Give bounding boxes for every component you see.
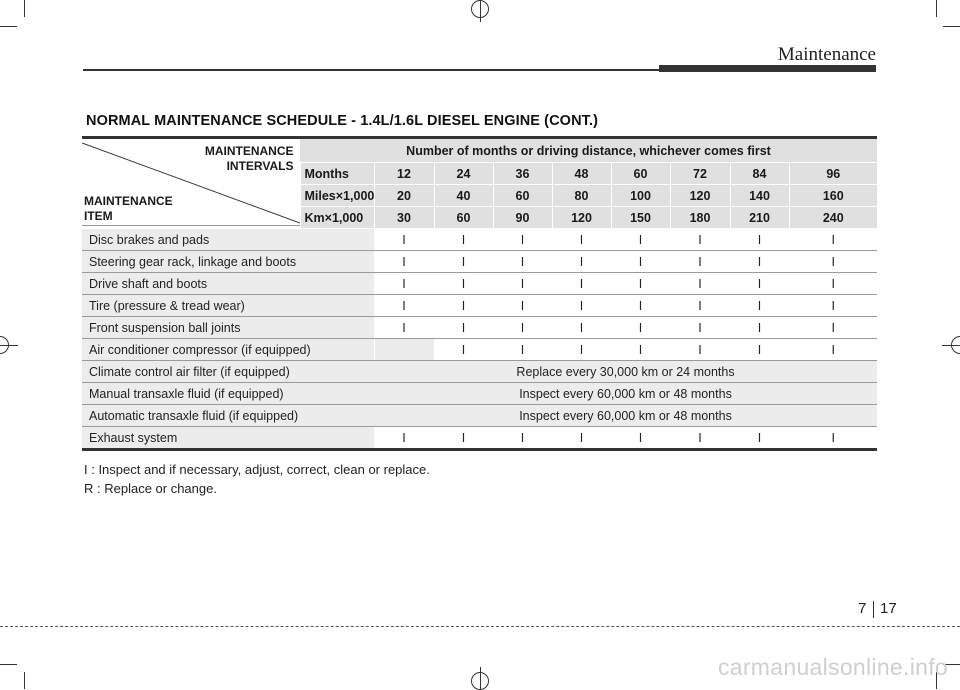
schedule-row bbox=[82, 251, 877, 273]
item-value: I bbox=[789, 229, 877, 251]
header-bar bbox=[659, 65, 876, 72]
item-name: Automatic transaxle fluid (if equipped) bbox=[82, 405, 374, 427]
item-value: I bbox=[434, 251, 493, 273]
footer-divider bbox=[873, 601, 874, 618]
item-value: I bbox=[434, 339, 493, 361]
item-name: Drive shaft and boots bbox=[82, 273, 374, 295]
interval-value: 150 bbox=[611, 207, 670, 229]
item-value: I bbox=[611, 317, 670, 339]
item-value: I bbox=[374, 251, 434, 273]
item-value: I bbox=[552, 273, 611, 295]
maintenance-schedule-table bbox=[82, 136, 877, 451]
interval-value: 84 bbox=[730, 163, 789, 185]
registration-mark-left bbox=[0, 345, 18, 346]
item-value: I bbox=[493, 427, 552, 450]
legend-inspect: I : Inspect and if necessary, adjust, correct, clean or replace. bbox=[84, 462, 430, 477]
page-number: 17 bbox=[880, 600, 897, 617]
item-name: Disc brakes and pads bbox=[82, 229, 374, 251]
interval-value: 100 bbox=[611, 185, 670, 207]
item-value: I bbox=[611, 427, 670, 450]
item-value: I bbox=[493, 317, 552, 339]
item-value: I bbox=[730, 229, 789, 251]
section-title: Maintenance bbox=[777, 44, 876, 65]
item-note: Replace every 30,000 km or 24 months bbox=[374, 361, 877, 383]
interval-value: 24 bbox=[434, 163, 493, 185]
item-value: I bbox=[670, 251, 730, 273]
interval-row-label: Months bbox=[300, 163, 374, 185]
crop-mark bbox=[936, 0, 937, 17]
interval-value: 210 bbox=[730, 207, 789, 229]
item-value: I bbox=[730, 251, 789, 273]
item-value: I bbox=[434, 317, 493, 339]
item-value: I bbox=[434, 273, 493, 295]
registration-mark-right bbox=[942, 345, 960, 346]
interval-value: 48 bbox=[552, 163, 611, 185]
crop-mark bbox=[0, 26, 17, 27]
item-value: I bbox=[374, 427, 434, 450]
item-value: I bbox=[789, 251, 877, 273]
item-value: I bbox=[611, 229, 670, 251]
item-name: Exhaust system bbox=[82, 427, 374, 450]
item-label bbox=[84, 194, 173, 224]
schedule-row bbox=[82, 273, 877, 295]
crop-mark bbox=[24, 0, 25, 17]
item-value: I bbox=[493, 251, 552, 273]
interval-value: 12 bbox=[374, 163, 434, 185]
item-name: Air conditioner compressor (if equipped) bbox=[82, 339, 374, 361]
interval-value: 240 bbox=[789, 207, 877, 229]
header-corner bbox=[82, 139, 300, 226]
item-value-empty bbox=[374, 339, 434, 361]
schedule-row bbox=[82, 383, 877, 405]
crop-mark bbox=[943, 26, 960, 27]
interval-value: 90 bbox=[493, 207, 552, 229]
item-value: I bbox=[374, 317, 434, 339]
schedule-row bbox=[82, 405, 877, 427]
item-value: I bbox=[670, 339, 730, 361]
item-value: I bbox=[374, 229, 434, 251]
registration-mark-bottom bbox=[480, 667, 481, 689]
item-value: I bbox=[493, 273, 552, 295]
interval-value: 60 bbox=[434, 207, 493, 229]
bottom-rule bbox=[0, 626, 960, 627]
item-value: I bbox=[789, 427, 877, 450]
legend-replace: R : Replace or change. bbox=[84, 481, 217, 496]
item-value: I bbox=[374, 295, 434, 317]
item-value: I bbox=[611, 273, 670, 295]
item-value: I bbox=[670, 317, 730, 339]
item-value: I bbox=[730, 339, 789, 361]
schedule-row bbox=[82, 295, 877, 317]
schedule-row bbox=[82, 229, 877, 251]
item-name: Steering gear rack, linkage and boots bbox=[82, 251, 374, 273]
interval-value: 60 bbox=[493, 185, 552, 207]
crop-mark bbox=[0, 664, 17, 665]
schedule-row bbox=[82, 427, 877, 450]
intervals-label-line1: MAINTENANCE bbox=[204, 144, 294, 158]
item-value: I bbox=[552, 339, 611, 361]
interval-value: 96 bbox=[789, 163, 877, 185]
item-value: I bbox=[552, 427, 611, 450]
item-value: I bbox=[611, 339, 670, 361]
item-value: I bbox=[789, 273, 877, 295]
item-value: I bbox=[670, 427, 730, 450]
schedule-row bbox=[82, 317, 877, 339]
item-value: I bbox=[789, 317, 877, 339]
item-value: I bbox=[730, 427, 789, 450]
interval-value: 180 bbox=[670, 207, 730, 229]
interval-value: 40 bbox=[434, 185, 493, 207]
item-value: I bbox=[552, 317, 611, 339]
item-value: I bbox=[493, 339, 552, 361]
item-note: Inspect every 60,000 km or 48 months bbox=[374, 383, 877, 405]
page-heading: NORMAL MAINTENANCE SCHEDULE - 1.4L/1.6L DIESEL ENGINE (CONT.) bbox=[86, 113, 599, 129]
intervals-label bbox=[205, 144, 294, 174]
item-value: I bbox=[552, 295, 611, 317]
header-rule bbox=[83, 69, 659, 71]
item-value: I bbox=[670, 295, 730, 317]
interval-title: Number of months or driving distance, whichever comes first bbox=[300, 138, 877, 163]
item-name: Tire (pressure & tread wear) bbox=[82, 295, 374, 317]
interval-value: 140 bbox=[730, 185, 789, 207]
schedule-row bbox=[82, 339, 877, 361]
interval-value: 160 bbox=[789, 185, 877, 207]
item-value: I bbox=[730, 317, 789, 339]
item-value: I bbox=[493, 229, 552, 251]
registration-mark-top bbox=[480, 0, 481, 22]
item-value: I bbox=[434, 427, 493, 450]
item-value: I bbox=[552, 251, 611, 273]
item-value: I bbox=[552, 229, 611, 251]
interval-value: 20 bbox=[374, 185, 434, 207]
intervals-label-line2: INTERVALS bbox=[226, 159, 294, 173]
item-value: I bbox=[374, 273, 434, 295]
item-value: I bbox=[611, 295, 670, 317]
crop-mark bbox=[24, 672, 25, 689]
item-name: Manual transaxle fluid (if equipped) bbox=[82, 383, 374, 405]
interval-value: 120 bbox=[552, 207, 611, 229]
schedule-grid bbox=[82, 136, 877, 451]
item-label-line2: ITEM bbox=[84, 209, 113, 223]
item-value: I bbox=[493, 295, 552, 317]
item-value: I bbox=[670, 273, 730, 295]
item-name: Front suspension ball joints bbox=[82, 317, 374, 339]
interval-value: 120 bbox=[670, 185, 730, 207]
item-value: I bbox=[611, 251, 670, 273]
interval-value: 60 bbox=[611, 163, 670, 185]
header-corner-cell bbox=[82, 138, 300, 229]
schedule-row bbox=[82, 361, 877, 383]
item-value: I bbox=[730, 273, 789, 295]
item-value: I bbox=[789, 339, 877, 361]
interval-row-label: Km×1,000 bbox=[300, 207, 374, 229]
interval-value: 30 bbox=[374, 207, 434, 229]
interval-value: 80 bbox=[552, 185, 611, 207]
item-value: I bbox=[670, 229, 730, 251]
item-name: Climate control air filter (if equipped) bbox=[82, 361, 374, 383]
item-value: I bbox=[434, 229, 493, 251]
interval-value: 72 bbox=[670, 163, 730, 185]
interval-value: 36 bbox=[493, 163, 552, 185]
chapter-number: 7 bbox=[858, 600, 867, 617]
item-value: I bbox=[730, 295, 789, 317]
item-value: I bbox=[789, 295, 877, 317]
item-note: Inspect every 60,000 km or 48 months bbox=[374, 405, 877, 427]
interval-row-label: Miles×1,000 bbox=[300, 185, 374, 207]
watermark: carmanualsonline.info bbox=[717, 654, 948, 680]
item-label-line1: MAINTENANCE bbox=[84, 194, 173, 208]
item-value: I bbox=[434, 295, 493, 317]
